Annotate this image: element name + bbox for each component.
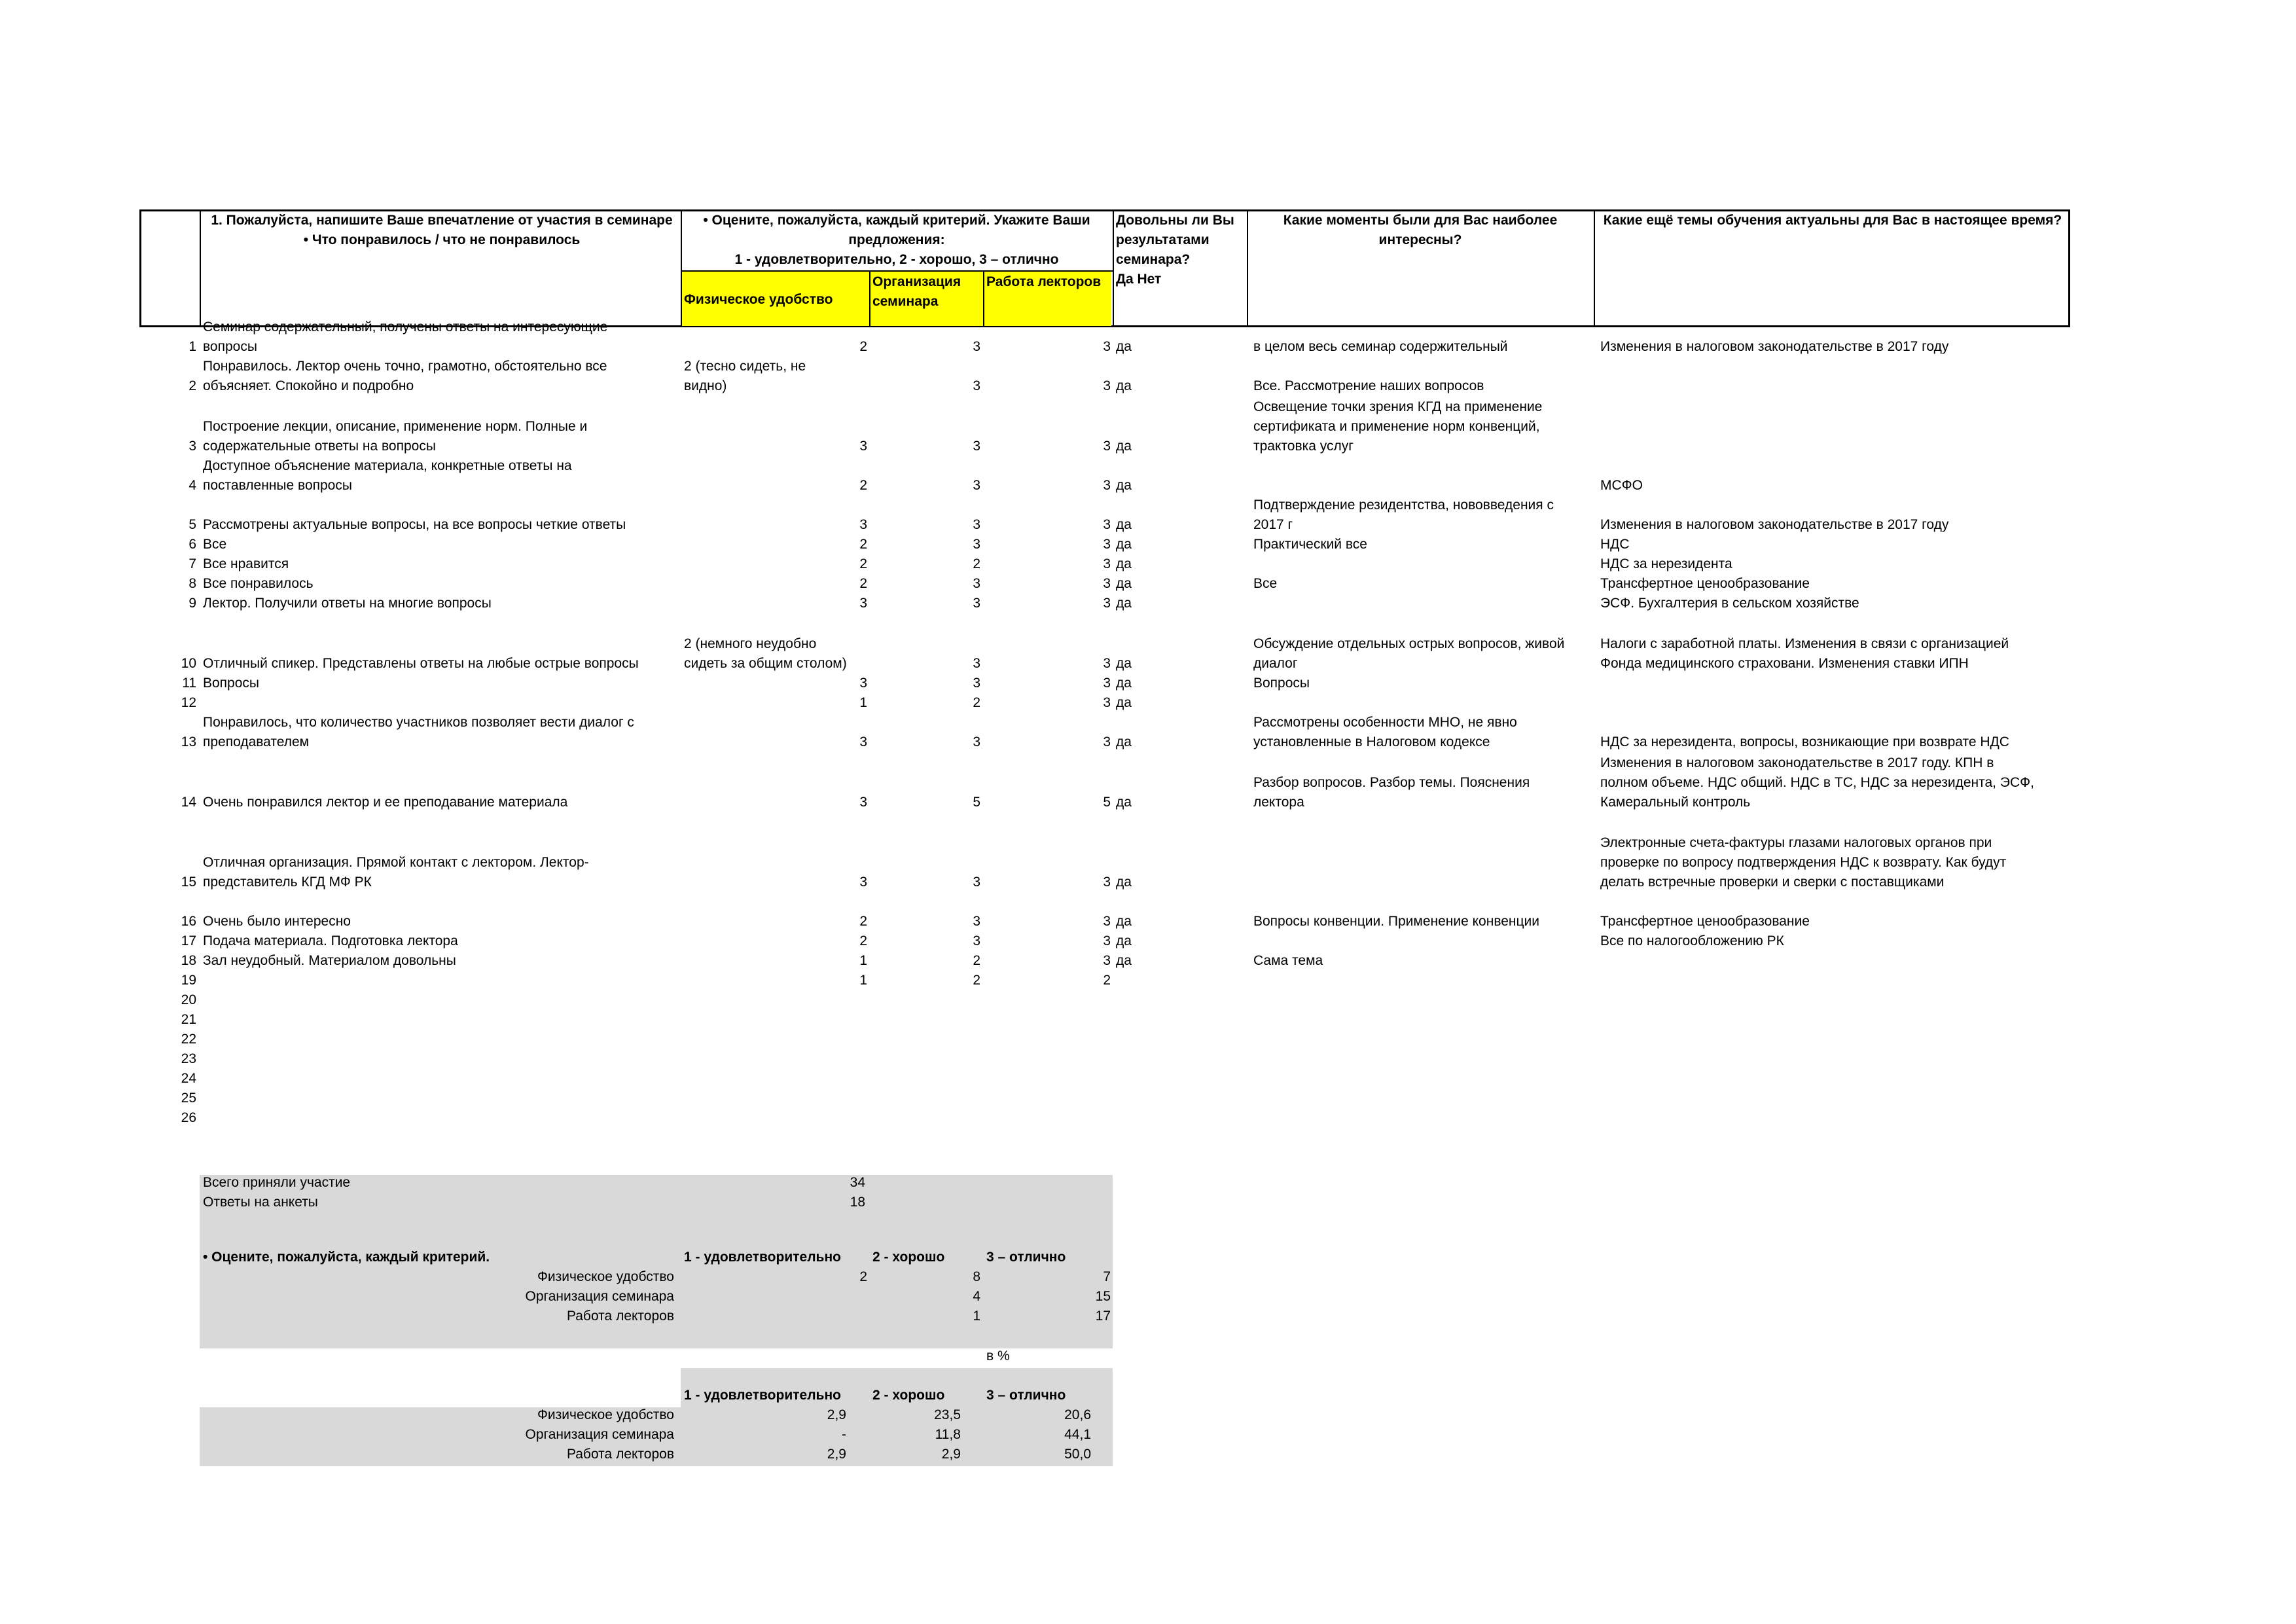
row-yes-cell: да	[1116, 378, 1132, 393]
row-imp-cell: Подача материала. Подготовка лектора	[203, 933, 458, 948]
row-phys-cell: 3	[859, 517, 867, 532]
row-org-cell: 2	[973, 973, 980, 988]
row-phys-cell: 3	[859, 439, 867, 454]
row-org-cell: 2	[973, 695, 980, 710]
row-phys-cell: 2	[859, 556, 867, 571]
row-lec-cell: 3	[1103, 537, 1111, 552]
subheader-divider	[983, 270, 984, 327]
percent-header-1: 1 - удовлетворительно	[684, 1388, 841, 1403]
answers-value: 18	[850, 1195, 865, 1210]
row-lec-cell: 3	[1103, 517, 1111, 532]
percent-row-value-3: 44,1	[1064, 1427, 1091, 1442]
percent-row-value-1: 2,9	[827, 1407, 846, 1422]
row-phys-cell: 1	[859, 695, 867, 710]
row-lec-cell: 2	[1103, 973, 1111, 988]
percent-row-label: Работа лекторов	[566, 1447, 674, 1462]
row-n-cell: 1	[188, 339, 196, 354]
row-imp-cell: Вопросы	[203, 676, 260, 691]
row-yes-cell: да	[1116, 478, 1132, 493]
row-int-cell: Подтверждение резидентства, нововведения с 2017 г	[1253, 497, 1554, 532]
row-imp-cell: Все понравилось	[203, 576, 314, 591]
row-lec-cell: 3	[1103, 596, 1111, 611]
row-phys-cell: 2	[859, 478, 867, 493]
header-divider	[1247, 209, 1248, 327]
count-header-1: 1 - удовлетворительно	[684, 1250, 841, 1265]
header-divider	[1594, 209, 1595, 327]
header-rating: • Оцените, пожалуйста, каждый критерий. Укажите Ваши предложения: 1 - удовлетворительно, 2 - хорошо, 3 – отлично	[703, 213, 1090, 267]
row-lec-cell: 3	[1103, 439, 1111, 454]
row-top-cell: Все по налогообложению РК	[1600, 933, 1784, 948]
row-yes-cell: да	[1116, 695, 1132, 710]
row-imp-cell: Доступное объяснение материала, конкретные ответы на поставленные вопросы	[203, 458, 572, 493]
row-org-cell: 3	[973, 439, 980, 454]
percent-row-value-3: 20,6	[1064, 1407, 1091, 1422]
row-org-cell: 2	[973, 556, 980, 571]
row-top-cell: НДС	[1600, 537, 1630, 552]
row-int-cell: Освещение точки зрения КГД на применение сертификата и применение норм конвенций, трактовка услуг	[1253, 399, 1543, 454]
row-int-cell: Все. Рассмотрение наших вопросов	[1253, 378, 1484, 393]
row-phys-cell: 2	[859, 537, 867, 552]
row-imp-cell: Лектор. Получили ответы на многие вопросы	[203, 596, 492, 611]
row-lec-cell: 3	[1103, 875, 1111, 890]
subheader-divider	[869, 270, 870, 327]
row-yes-cell: да	[1116, 556, 1132, 571]
row-lec-cell: 3	[1103, 339, 1111, 354]
row-n-cell: 18	[181, 953, 196, 968]
row-org-cell: 3	[973, 596, 980, 611]
row-org-cell: 3	[973, 656, 980, 671]
row-imp-cell: Отличный спикер. Представлены ответы на любые острые вопросы	[203, 656, 639, 671]
count-row-label: Работа лекторов	[566, 1308, 674, 1324]
row-yes-cell: да	[1116, 875, 1132, 890]
row-yes-cell: да	[1116, 933, 1132, 948]
row-top-cell: МСФО	[1600, 478, 1643, 493]
row-n-cell: 16	[181, 914, 196, 929]
row-n-cell: 24	[181, 1071, 196, 1086]
row-yes-cell: да	[1116, 795, 1132, 810]
row-n-cell: 8	[188, 576, 196, 591]
row-lec-cell: 3	[1103, 478, 1111, 493]
header-lectors: Работа лекторов	[986, 274, 1102, 289]
row-imp-cell: Зал неудобный. Материалом довольны	[203, 953, 456, 968]
answers-label: Ответы на анкеты	[203, 1195, 318, 1210]
row-lec-cell: 3	[1103, 676, 1111, 691]
row-n-cell: 14	[181, 795, 196, 810]
row-imp-cell: Построение лекции, описание, применение норм. Полные и содержательные ответы на вопросы	[203, 419, 588, 454]
header-interesting: Какие моменты были для Вас наиболее интересны?	[1283, 213, 1558, 247]
header-topics: Какие ещё темы обучения актуальны для Вас в настоящее время?	[1603, 213, 2062, 228]
row-org-cell: 3	[973, 734, 980, 749]
row-int-cell: Обсуждение отдельных острых вопросов, живой диалог	[1253, 636, 1565, 671]
header-impression: 1. Пожалуйста, напишите Ваше впечатление от участия в семинаре • Что понравилось / что не понравилось	[211, 213, 673, 247]
row-n-cell: 9	[188, 596, 196, 611]
row-phys-cell: 2 (немного неудобно сидеть за общим столом)	[684, 636, 847, 671]
row-n-cell: 4	[188, 478, 196, 493]
row-lec-cell: 3	[1103, 576, 1111, 591]
percent-row-value-1: 2,9	[827, 1447, 846, 1462]
header-organization: Организация семинара	[872, 274, 961, 309]
row-yes-cell: да	[1116, 339, 1132, 354]
count-row-value-3: 7	[1103, 1269, 1111, 1284]
row-top-cell: Изменения в налоговом законодательстве в 2017 году	[1600, 517, 1949, 532]
row-n-cell: 15	[181, 875, 196, 890]
row-lec-cell: 3	[1103, 914, 1111, 929]
row-yes-cell: да	[1116, 914, 1132, 929]
count-row-label: Организация семинара	[525, 1289, 674, 1304]
row-yes-cell: да	[1116, 953, 1132, 968]
row-n-cell: 10	[181, 656, 196, 671]
row-yes-cell: да	[1116, 676, 1132, 691]
count-row-value-3: 17	[1095, 1308, 1111, 1324]
row-phys-cell: 3	[859, 596, 867, 611]
row-phys-cell: 2	[859, 933, 867, 948]
row-int-cell: Все	[1253, 576, 1278, 591]
percent-row-value-3: 50,0	[1064, 1447, 1091, 1462]
row-imp-cell: Понравилось. Лектор очень точно, грамотно, обстоятельно все объясняет. Спокойно и подробно	[203, 359, 607, 393]
row-n-cell: 6	[188, 537, 196, 552]
percent-row-label: Физическое удобство	[537, 1407, 674, 1422]
row-int-cell: Сама тема	[1253, 953, 1323, 968]
row-phys-cell: 3	[859, 875, 867, 890]
row-org-cell: 2	[973, 953, 980, 968]
row-yes-cell: да	[1116, 576, 1132, 591]
row-n-cell: 17	[181, 933, 196, 948]
row-lec-cell: 3	[1103, 556, 1111, 571]
row-int-cell: в целом весь семинар содержительный	[1253, 339, 1508, 354]
row-n-cell: 7	[188, 556, 196, 571]
row-imp-cell: Семинар содержательный, получены ответы на интересующие вопросы	[203, 319, 608, 354]
row-int-cell: Вопросы конвенции. Применение конвенции	[1253, 914, 1540, 929]
row-lec-cell: 3	[1103, 378, 1111, 393]
count-row-value-1: 2	[859, 1269, 867, 1284]
row-phys-cell: 3	[859, 676, 867, 691]
row-imp-cell: Рассмотрены актуальные вопросы, на все вопросы четкие ответы	[203, 517, 626, 532]
row-phys-cell: 2	[859, 339, 867, 354]
header-divider	[200, 209, 201, 327]
row-top-cell: ЭСФ. Бухгалтерия в сельском хозяйстве	[1600, 596, 1859, 611]
header-divider	[1113, 209, 1114, 327]
count-row-value-2: 1	[973, 1308, 980, 1324]
row-top-cell: НДС за нерезидента, вопросы, возникающие при возврате НДС	[1600, 734, 2009, 749]
row-phys-cell: 3	[859, 734, 867, 749]
row-lec-cell: 3	[1103, 933, 1111, 948]
row-imp-cell: Очень понравился лектор и ее преподавание материала	[203, 795, 568, 810]
row-top-cell: Электронные счета-фактуры глазами налоговых органов при проверке по вопросу подтверждения НДС к возврату. Как будут делать встречные проверки и сверки с поставщиками	[1600, 835, 2007, 890]
row-imp-cell: Все нравится	[203, 556, 289, 571]
rate-title: • Оцените, пожалуйста, каждый критерий.	[203, 1250, 490, 1265]
row-n-cell: 12	[181, 695, 196, 710]
row-int-cell: Разбор вопросов. Разбор темы. Пояснения лектора	[1253, 775, 1530, 810]
row-n-cell: 5	[188, 517, 196, 532]
row-lec-cell: 3	[1103, 656, 1111, 671]
row-yes-cell: да	[1116, 439, 1132, 454]
row-n-cell: 21	[181, 1012, 196, 1027]
row-n-cell: 26	[181, 1110, 196, 1125]
row-n-cell: 25	[181, 1091, 196, 1106]
count-row-label: Физическое удобство	[537, 1269, 674, 1284]
percent-row-label: Организация семинара	[525, 1427, 674, 1442]
row-org-cell: 3	[973, 875, 980, 890]
row-org-cell: 3	[973, 914, 980, 929]
row-phys-cell: 2	[859, 576, 867, 591]
row-top-cell: Налоги с заработной платы. Изменения в связи с организацией Фонда медицинского страховани. Изменения ставки ИПН	[1600, 636, 2009, 671]
row-int-cell: Рассмотрены особенности МНО, не явно установленные в Налоговом кодексе	[1253, 715, 1517, 749]
count-row-value-2: 8	[973, 1269, 980, 1284]
row-n-cell: 20	[181, 992, 196, 1007]
percent-row-value-2: 23,5	[934, 1407, 961, 1422]
row-imp-cell: Понравилось, что количество участников позволяет вести диалог с преподавателем	[203, 715, 634, 749]
row-org-cell: 5	[973, 795, 980, 810]
row-org-cell: 3	[973, 478, 980, 493]
row-org-cell: 3	[973, 537, 980, 552]
row-n-cell: 11	[182, 676, 196, 691]
row-n-cell: 19	[181, 973, 196, 988]
row-n-cell: 23	[181, 1051, 196, 1066]
total-label: Всего приняли участие	[203, 1175, 351, 1190]
percent-row-value-2: 2,9	[941, 1447, 961, 1462]
percent-header-3: 3 – отлично	[986, 1388, 1066, 1403]
row-yes-cell: да	[1116, 596, 1132, 611]
row-lec-cell: 5	[1103, 795, 1111, 810]
row-n-cell: 2	[188, 378, 196, 393]
row-yes-cell: да	[1116, 656, 1132, 671]
row-top-cell: Трансфертное ценообразование	[1600, 914, 1810, 929]
row-top-cell: Изменения в налоговом законодательстве в 2017 году	[1600, 339, 1949, 354]
row-n-cell: 22	[181, 1032, 196, 1047]
row-lec-cell: 3	[1103, 953, 1111, 968]
row-yes-cell: да	[1116, 517, 1132, 532]
header-satisfied: Довольны ли Вы результатами семинара? Да Нет	[1116, 213, 1234, 287]
percent-row-value-2: 11,8	[935, 1427, 961, 1442]
row-phys-cell: 1	[859, 973, 867, 988]
count-header-3: 3 – отлично	[986, 1250, 1066, 1265]
row-imp-cell: Отличная организация. Прямой контакт с лектором. Лектор- представитель КГД МФ РК	[203, 855, 589, 890]
row-lec-cell: 3	[1103, 734, 1111, 749]
total-value: 34	[850, 1175, 865, 1190]
percent-row-value-1: -	[842, 1427, 846, 1442]
row-n-cell: 3	[188, 439, 196, 454]
row-phys-cell: 2 (тесно сидеть, не видно)	[684, 359, 806, 393]
subheader-line	[681, 270, 1113, 272]
count-row-value-3: 15	[1095, 1289, 1111, 1304]
row-int-cell: Практический все	[1253, 537, 1367, 552]
row-top-cell: НДС за нерезидента	[1600, 556, 1732, 571]
row-org-cell: 3	[973, 933, 980, 948]
row-top-cell: Трансфертное ценообразование	[1600, 576, 1810, 591]
row-imp-cell: Очень было интересно	[203, 914, 351, 929]
percent-header-2: 2 - хорошо	[872, 1388, 945, 1403]
row-org-cell: 3	[973, 339, 980, 354]
row-yes-cell: да	[1116, 734, 1132, 749]
percent-label: в %	[986, 1348, 1010, 1363]
row-org-cell: 3	[973, 378, 980, 393]
row-phys-cell: 2	[859, 914, 867, 929]
count-row-value-2: 4	[973, 1289, 980, 1304]
row-org-cell: 3	[973, 676, 980, 691]
header-physical: Физическое удобство	[684, 292, 833, 307]
row-lec-cell: 3	[1103, 695, 1111, 710]
row-org-cell: 3	[973, 517, 980, 532]
count-header-2: 2 - хорошо	[872, 1250, 945, 1265]
row-imp-cell: Все	[203, 537, 227, 552]
row-int-cell: Вопросы	[1253, 676, 1310, 691]
row-phys-cell: 3	[859, 795, 867, 810]
row-phys-cell: 1	[859, 953, 867, 968]
row-org-cell: 3	[973, 576, 980, 591]
row-yes-cell: да	[1116, 537, 1132, 552]
row-top-cell: Изменения в налоговом законодательстве в 2017 году. КПН в полном объеме. НДС общий. НДС в ТС, НДС за нерезидента, ЭСФ, Камеральный контроль	[1600, 755, 2034, 810]
row-n-cell: 13	[181, 734, 196, 749]
